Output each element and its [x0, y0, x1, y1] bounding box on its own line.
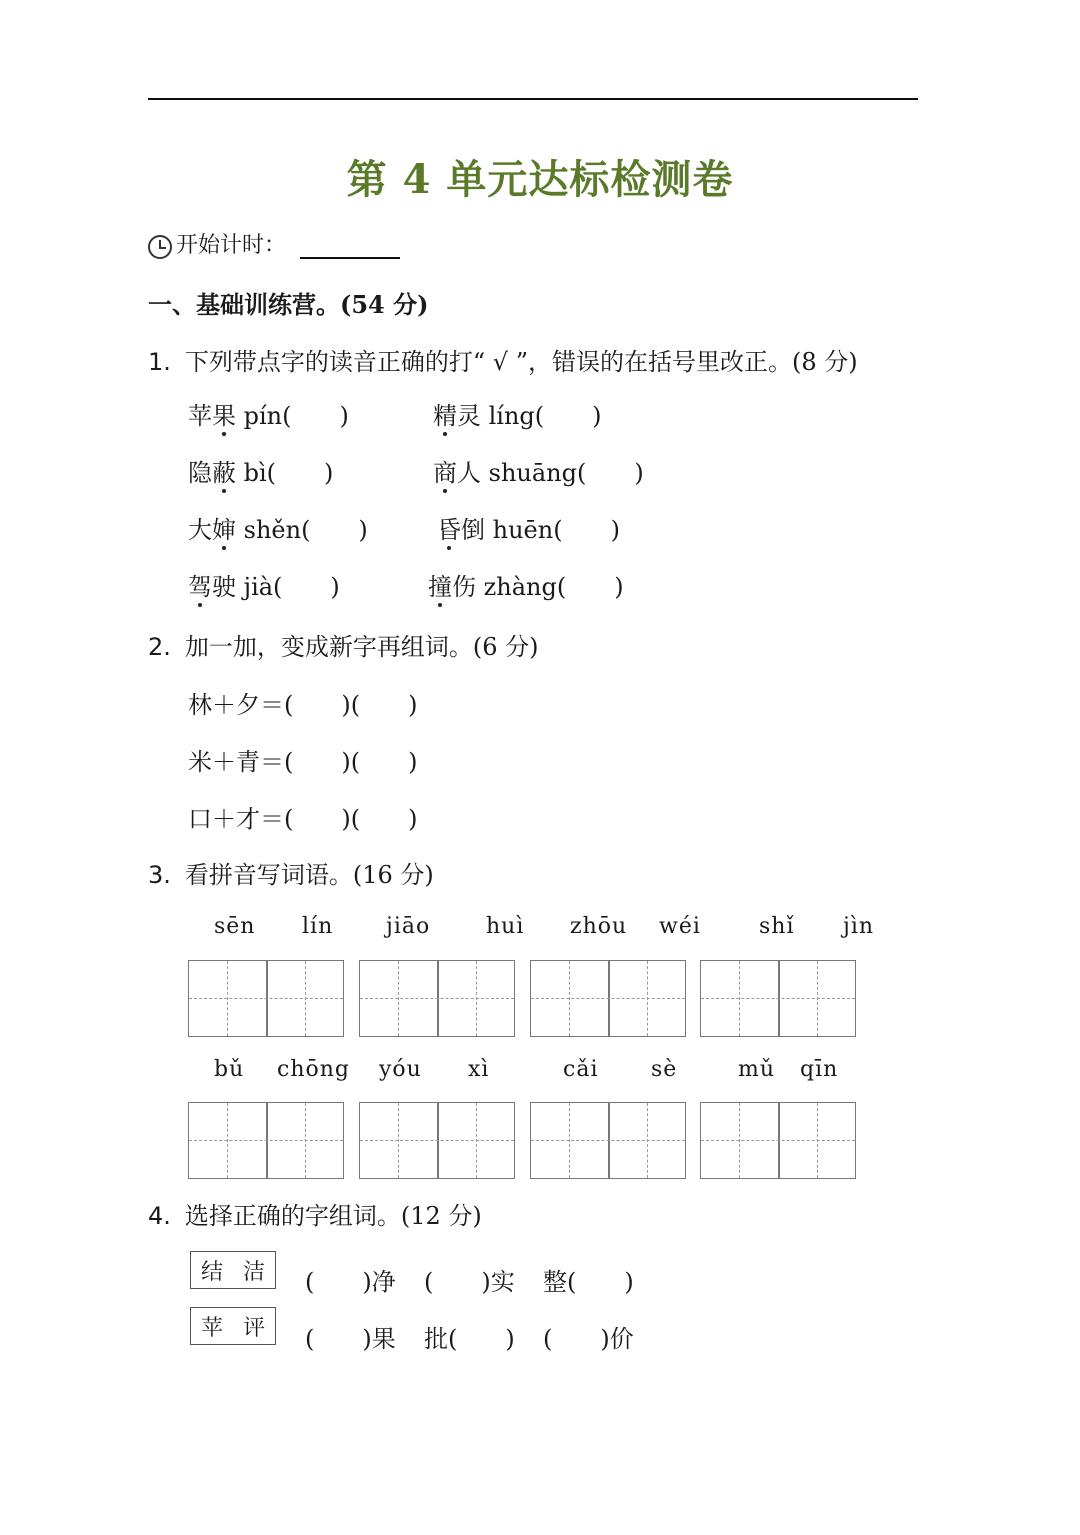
item-pre: 隐 [188, 459, 212, 487]
pinyin: xì [468, 1057, 490, 1082]
writing-grid[interactable] [359, 960, 515, 1037]
char-choice-box [190, 1251, 276, 1289]
dotted-char: 昏 [437, 516, 461, 544]
pinyin: lín [302, 914, 334, 939]
choice-char: 结 [200, 1259, 223, 1285]
dotted-char: 撞 [428, 573, 452, 601]
item-post: pín( ) [236, 402, 349, 430]
dotted-char: 精 [433, 402, 457, 430]
dotted-char: 驾 [188, 573, 212, 601]
pinyin: yóu [379, 1057, 422, 1082]
writing-grid[interactable] [188, 1102, 344, 1179]
choice-char: 评 [242, 1315, 265, 1341]
q4-blank[interactable]: ( )实 [424, 1268, 515, 1296]
pinyin: cǎi [563, 1057, 599, 1082]
item-post: 人 shuāng( ) [457, 459, 644, 487]
dotted-char: 果 [212, 402, 236, 430]
char-choice-box [190, 1307, 276, 1345]
q2-item[interactable]: 林＋夕＝( )( ) [188, 691, 418, 719]
item-pre: 苹 [188, 402, 212, 430]
pinyin: wéi [659, 914, 701, 939]
question-text: 加一加，变成新字再组词。(6 分) [184, 633, 539, 661]
q4-blank[interactable]: ( )净 [305, 1268, 396, 1296]
q1-item[interactable] [428, 567, 624, 602]
dotted-char: 婶 [212, 516, 236, 544]
question-text: 下列带点字的读音正确的打“ √ ”，错误的在括号里改正。(8 分) [184, 348, 858, 376]
writing-grid[interactable] [700, 1102, 856, 1179]
question-number: 1. [148, 348, 171, 376]
question-2 [148, 627, 539, 662]
question-1 [148, 342, 858, 377]
section-heading: 一、基础训练营。(54 分) [148, 290, 429, 319]
pinyin: sè [651, 1057, 678, 1082]
q2-item[interactable]: 口＋才＝( )( ) [188, 805, 418, 833]
question-4 [148, 1196, 482, 1231]
item-post: 倒 huēn( ) [461, 516, 620, 544]
item-post: 伤 zhàng( ) [452, 573, 624, 601]
q1-item[interactable] [188, 510, 368, 545]
timer-blank[interactable] [300, 235, 400, 259]
q4-blank[interactable]: ( )价 [543, 1325, 634, 1353]
item-post: 驶 jià( ) [212, 573, 340, 601]
q1-item[interactable] [433, 453, 644, 488]
q1-item[interactable] [188, 453, 333, 488]
writing-grid[interactable] [188, 960, 344, 1037]
writing-grid[interactable] [530, 960, 686, 1037]
writing-grid[interactable] [359, 1102, 515, 1179]
q4-blank[interactable]: 整( ) [543, 1268, 634, 1296]
choice-char: 洁 [242, 1259, 265, 1285]
pinyin: qīn [800, 1057, 839, 1082]
question-text: 看拼音写词语。(16 分) [184, 861, 434, 889]
q1-item[interactable] [188, 567, 340, 602]
dotted-char: 商 [433, 459, 457, 487]
q4-blank[interactable]: 批( ) [424, 1325, 515, 1353]
q1-item[interactable] [188, 396, 349, 431]
question-number: 2. [148, 633, 171, 661]
pinyin: bǔ [214, 1057, 245, 1082]
pinyin: zhōu [570, 914, 628, 939]
writing-grid[interactable] [530, 1102, 686, 1179]
pinyin: sēn [214, 914, 256, 939]
q2-item[interactable]: 米＋青＝( )( ) [188, 748, 418, 776]
page-title: 第 4 单元达标检测卷 [346, 156, 734, 203]
item-post: shěn( ) [236, 516, 368, 544]
timer-label: 开始计时： [176, 233, 287, 258]
pinyin: shǐ [759, 914, 795, 939]
pinyin: chōng [277, 1057, 350, 1082]
pinyin: huì [486, 914, 525, 939]
item-post: 灵 líng( ) [457, 402, 602, 430]
writing-grid[interactable] [700, 960, 856, 1037]
q1-item[interactable] [437, 510, 620, 545]
item-pre: 大 [188, 516, 212, 544]
item-post: bì( ) [236, 459, 334, 487]
choice-char: 苹 [200, 1315, 223, 1341]
question-3 [148, 855, 434, 890]
pinyin: mǔ [738, 1057, 776, 1082]
question-number: 3. [148, 861, 171, 889]
pinyin: jìn [843, 914, 875, 939]
q1-item[interactable] [433, 396, 602, 431]
header-rule [148, 98, 918, 100]
clock-icon [148, 235, 172, 259]
dotted-char: 蔽 [212, 459, 236, 487]
timer-row [148, 228, 400, 259]
pinyin: jiāo [386, 914, 431, 939]
question-text: 选择正确的字组词。(12 分) [184, 1202, 482, 1230]
q4-blank[interactable]: ( )果 [305, 1325, 396, 1353]
question-number: 4. [148, 1202, 171, 1230]
